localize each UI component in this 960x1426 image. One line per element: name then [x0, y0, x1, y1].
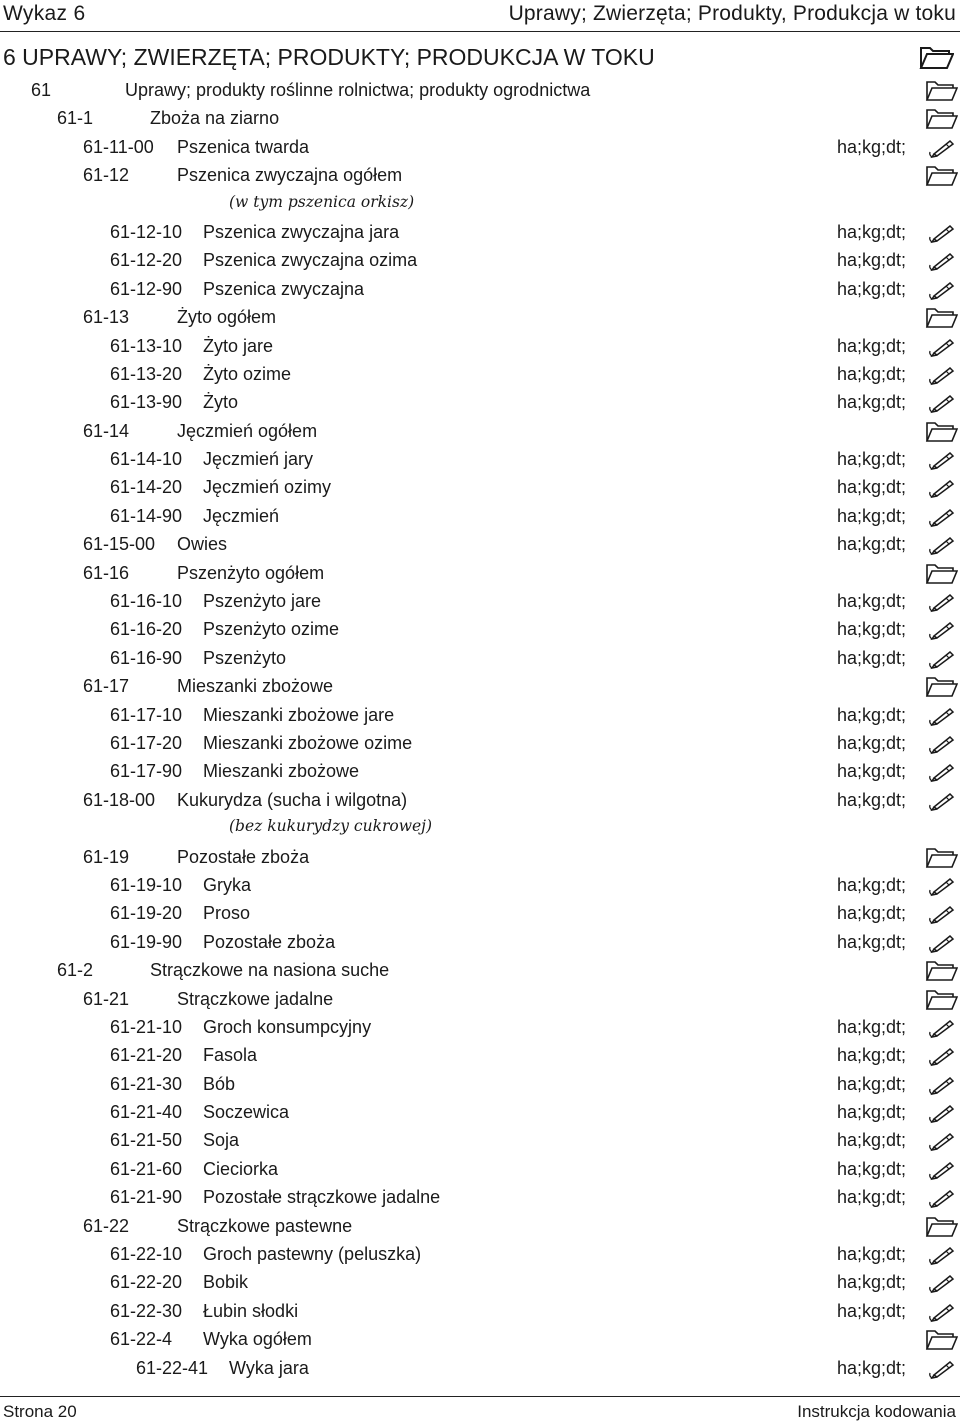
list-item [0, 104, 960, 132]
list-item [0, 1126, 960, 1154]
item-name: Soja [203, 1130, 240, 1151]
list-item [0, 303, 960, 331]
item-unit: ha;kg;dt; [837, 1158, 907, 1179]
item-code: 61-21-50 [110, 1130, 183, 1151]
pen-icon [924, 248, 958, 272]
item-code: 61-21-40 [110, 1102, 183, 1123]
item-code: 61-13 [83, 307, 130, 328]
item-unit: ha;kg;dt; [837, 363, 907, 384]
item-name: Pszenica zwyczajna [203, 278, 365, 299]
list-item [0, 530, 960, 558]
item-name: Żyto ogółem [177, 307, 277, 328]
folder-icon [924, 78, 958, 102]
pen-icon [924, 901, 958, 925]
list-item [0, 218, 960, 246]
item-unit: ha;kg;dt; [837, 477, 907, 498]
item-code: 61-13-10 [110, 335, 183, 356]
item-name: Wyka jara [229, 1357, 309, 1378]
item-code: 61-13-20 [110, 363, 183, 384]
list-item [0, 445, 960, 473]
item-name: Groch pastewny (peluszka) [203, 1244, 422, 1265]
item-name: Wyka ogółem [203, 1329, 312, 1350]
item-code: 61-16-10 [110, 591, 183, 612]
item-code: 61-12-10 [110, 221, 183, 242]
item-code: 61-14 [83, 420, 130, 441]
pen-icon [924, 277, 958, 301]
folder-icon [924, 106, 958, 130]
list-item [0, 1297, 960, 1325]
pen-icon [924, 1157, 958, 1181]
list-item [0, 1041, 960, 1069]
item-code: 61-1 [57, 108, 94, 129]
item-code: 61-22 [83, 1215, 130, 1236]
item-unit: ha;kg;dt; [837, 221, 907, 242]
item-unit: ha;kg;dt; [837, 591, 907, 612]
item-code: 61-13-90 [110, 392, 183, 413]
pen-icon [924, 703, 958, 727]
item-unit: ha;kg;dt; [837, 619, 907, 640]
item-code: 61-12-90 [110, 278, 183, 299]
item-unit: ha;kg;dt; [837, 505, 907, 526]
page-header [0, 0, 960, 32]
item-code: 61-19-90 [110, 931, 183, 952]
item-code: 61-19 [83, 846, 130, 867]
item-unit: ha;kg;dt; [837, 1130, 907, 1151]
list-item [0, 1155, 960, 1183]
list-item [0, 899, 960, 927]
item-name: Mieszanki zbożowe jare [203, 704, 395, 725]
pen-icon [924, 873, 958, 897]
pen-icon [924, 135, 958, 159]
item-code: 61-21-10 [110, 1016, 183, 1037]
pen-icon [924, 1356, 958, 1380]
list-item [0, 1098, 960, 1126]
item-code: 61-14-20 [110, 477, 183, 498]
pen-icon [924, 930, 958, 954]
pen-icon [924, 731, 958, 755]
footer-rule [0, 1396, 960, 1397]
folder-icon [924, 958, 958, 982]
item-name: Jęczmień [203, 505, 280, 526]
item-code: 61-22-20 [110, 1272, 183, 1293]
list-item [0, 615, 960, 643]
item-name: Bobik [203, 1272, 249, 1293]
header-rule [0, 31, 960, 32]
item-unit: ha;kg;dt; [837, 931, 907, 952]
list-item [0, 502, 960, 530]
folder-icon [924, 1214, 958, 1238]
pen-icon [924, 759, 958, 783]
item-code: 61-22-4 [110, 1329, 173, 1350]
item-unit: ha;kg;dt; [837, 761, 907, 782]
item-unit: ha;kg;dt; [837, 1045, 907, 1066]
list-item [0, 360, 960, 388]
list-item [0, 1325, 960, 1353]
list-item [0, 1183, 960, 1211]
folder-icon [924, 674, 958, 698]
pen-icon [924, 788, 958, 812]
item-name: Pozostałe strączkowe jadalne [203, 1187, 441, 1208]
item-name: Mieszanki zbożowe [203, 761, 360, 782]
item-code: 61-19-10 [110, 874, 183, 895]
note-text: (w tym pszenica orkisz) [229, 192, 415, 211]
item-name: Pszenżyto jare [203, 591, 322, 612]
item-code: 61-21-30 [110, 1073, 183, 1094]
item-code: 61-16-90 [110, 647, 183, 668]
item-name: Żyto jare [203, 335, 274, 356]
list-item [0, 644, 960, 672]
list-item [0, 246, 960, 274]
item-code: 61-17 [83, 676, 130, 697]
item-name: Jęczmień ogółem [177, 420, 318, 441]
folder-icon [924, 561, 958, 585]
pen-icon [924, 334, 958, 358]
item-unit: ha;kg;dt; [837, 647, 907, 668]
item-unit: ha;kg;dt; [837, 1016, 907, 1037]
item-unit: ha;kg;dt; [837, 250, 907, 271]
list-item [0, 76, 960, 104]
list-item [0, 1212, 960, 1240]
item-unit: ha;kg;dt; [837, 1187, 907, 1208]
item-code: 61-17-90 [110, 761, 183, 782]
item-name: Żyto ozime [203, 363, 292, 384]
footer-right: Instrukcja kodowania [797, 1402, 956, 1421]
list-item [0, 843, 960, 871]
folder-icon [924, 845, 958, 869]
item-code: 61-14-90 [110, 505, 183, 526]
item-code: 61-2 [57, 960, 94, 981]
item-unit: ha;kg;dt; [837, 534, 907, 555]
item-unit: ha;kg;dt; [837, 1272, 907, 1293]
pen-icon [924, 1270, 958, 1294]
list-item [0, 275, 960, 303]
item-name: Pszenica zwyczajna jara [203, 221, 400, 242]
pen-icon [924, 1043, 958, 1067]
list-item [0, 559, 960, 587]
folder-icon [924, 305, 958, 329]
item-unit: ha;kg;dt; [837, 704, 907, 725]
item-name: Gryka [203, 874, 252, 895]
item-unit: ha;kg;dt; [837, 392, 907, 413]
item-unit: ha;kg;dt; [837, 874, 907, 895]
item-unit: ha;kg;dt; [837, 1300, 907, 1321]
item-unit: ha;kg;dt; [837, 903, 907, 924]
item-code: 61-19-20 [110, 903, 183, 924]
folder-icon [924, 163, 958, 187]
list-item [0, 871, 960, 899]
list-item [0, 757, 960, 785]
item-name: Owies [177, 534, 228, 555]
item-name: Strączkowe jadalne [177, 988, 334, 1009]
item-name: Pszenica zwyczajna ozima [203, 250, 418, 271]
pen-icon [924, 1100, 958, 1124]
list-note [0, 814, 960, 842]
item-code: 61-12 [83, 165, 130, 186]
pen-icon [924, 390, 958, 414]
list-item [0, 1268, 960, 1296]
pen-icon [924, 220, 958, 244]
pen-icon [924, 1299, 958, 1323]
pen-icon [924, 1072, 958, 1096]
pen-icon [924, 589, 958, 613]
item-unit: ha;kg;dt; [837, 1102, 907, 1123]
item-code: 61-21 [83, 988, 130, 1009]
pen-icon [924, 646, 958, 670]
folder-icon [924, 419, 958, 443]
item-name: Mieszanki zbożowe [177, 676, 334, 697]
item-code: 61-22-41 [136, 1357, 209, 1378]
item-name: Strączkowe pastewne [177, 1215, 353, 1236]
list-item [0, 133, 960, 161]
list-item [0, 473, 960, 501]
item-code: 61-18-00 [83, 789, 156, 810]
list-item [0, 729, 960, 757]
pen-icon [924, 362, 958, 386]
item-code: 61-12-20 [110, 250, 183, 271]
pen-icon [924, 475, 958, 499]
item-code: 61-16-20 [110, 619, 183, 640]
item-code: 61-17-20 [110, 732, 183, 753]
item-unit: ha;kg;dt; [837, 1073, 907, 1094]
pen-icon [924, 504, 958, 528]
item-unit: ha;kg;dt; [837, 278, 907, 299]
pen-icon [924, 617, 958, 641]
item-code: 61-21-60 [110, 1158, 183, 1179]
list-item [0, 1070, 960, 1098]
item-name: Soczewica [203, 1102, 290, 1123]
header-left: Wykaz 6 [3, 2, 86, 25]
item-code: 61-21-90 [110, 1187, 183, 1208]
pen-icon [924, 1128, 958, 1152]
item-name: Groch konsumpcyjny [203, 1016, 372, 1037]
item-code: 61-21-20 [110, 1045, 183, 1066]
item-name: Cieciorka [203, 1158, 279, 1179]
pen-icon [924, 1015, 958, 1039]
item-name: Pszenica zwyczajna ogółem [177, 165, 403, 186]
header-right: Uprawy; Zwierzęta; Produkty, Produkcja w toku [508, 2, 956, 25]
item-name: Proso [203, 903, 251, 924]
item-name: Pszenżyto ogółem [177, 562, 325, 583]
item-unit: ha;kg;dt; [837, 789, 907, 810]
list-item [0, 672, 960, 700]
list-item [0, 786, 960, 814]
item-code: 61-22-10 [110, 1244, 183, 1265]
item-unit: ha;kg;dt; [837, 449, 907, 470]
note-text: (bez kukurydzy cukrowej) [229, 817, 433, 836]
item-name: Bób [203, 1073, 236, 1094]
item-name: Uprawy; produkty roślinne rolnictwa; produkty ogrodnictwa [125, 80, 591, 100]
footer-left: Strona 20 [3, 1402, 77, 1421]
item-name: Jęczmień jary [203, 449, 314, 470]
item-code: 61 [31, 80, 52, 100]
item-code: 61-17-10 [110, 704, 183, 725]
pen-icon [924, 1185, 958, 1209]
list-item [0, 417, 960, 445]
list-item [0, 587, 960, 615]
list-item [0, 161, 960, 189]
folder-icon [924, 1327, 958, 1351]
list-item [0, 1354, 960, 1382]
list-item [0, 1240, 960, 1268]
list-item [0, 928, 960, 956]
item-name: Pozostałe zboża [177, 846, 310, 867]
item-name: Fasola [203, 1045, 258, 1066]
pen-icon [924, 532, 958, 556]
item-name: Mieszanki zbożowe ozime [203, 732, 413, 753]
item-name: Jęczmień ozimy [203, 477, 332, 498]
item-name: Strączkowe na nasiona suche [150, 960, 390, 981]
item-code: 61-11-00 [83, 136, 154, 157]
item-code: 61-22-30 [110, 1300, 183, 1321]
list-note [0, 190, 960, 218]
item-name: Pozostałe zboża [203, 931, 336, 952]
item-name: Żyto [203, 392, 239, 413]
item-name: Pszenżyto [203, 647, 287, 668]
item-name: Zboża na ziarno [150, 108, 280, 129]
item-name: Pszenżyto ozime [203, 619, 340, 640]
item-name: Kukurydza (sucha i wilgotna) [177, 789, 408, 810]
list-item [0, 388, 960, 416]
item-name: Pszenica twarda [177, 136, 310, 157]
list-item [0, 332, 960, 360]
item-unit: ha;kg;dt; [837, 136, 907, 157]
item-code: 61-16 [83, 562, 130, 583]
item-unit: ha;kg;dt; [837, 1244, 907, 1265]
pen-icon [924, 447, 958, 471]
folder-icon [918, 42, 954, 70]
item-unit: ha;kg;dt; [837, 335, 907, 356]
item-name: Łubin słodki [203, 1300, 299, 1321]
list-item [0, 701, 960, 729]
list-item [0, 956, 960, 984]
item-unit: ha;kg;dt; [837, 1357, 907, 1378]
item-code: 61-14-10 [110, 449, 183, 470]
list-item [0, 1013, 960, 1041]
list-item [0, 985, 960, 1013]
code-list [0, 76, 960, 1382]
item-unit: ha;kg;dt; [837, 732, 907, 753]
pen-icon [924, 1242, 958, 1266]
folder-icon [924, 987, 958, 1011]
item-code: 61-15-00 [83, 534, 156, 555]
section-title: 6 UPRAWY; ZWIERZĘTA; PRODUKTY; PRODUKCJA W TOKU [3, 44, 655, 70]
